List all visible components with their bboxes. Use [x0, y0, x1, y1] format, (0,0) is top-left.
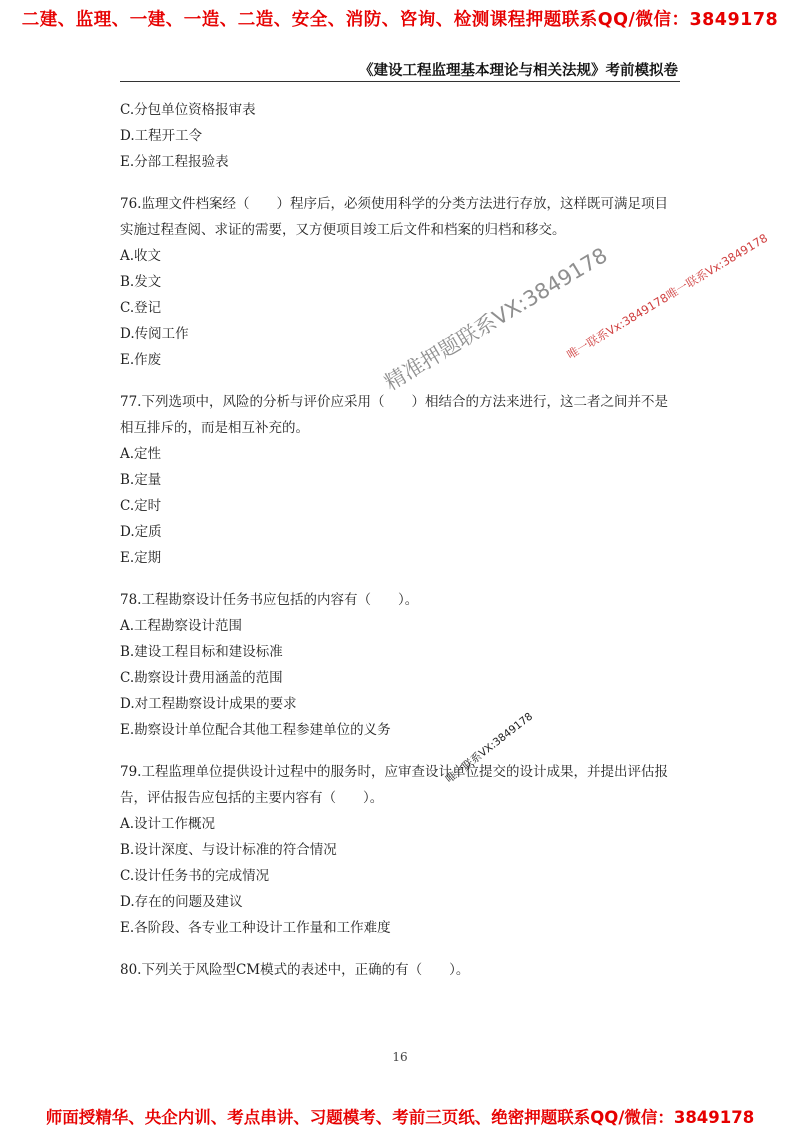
option-item: D.传阅工作 [120, 326, 189, 342]
option-item: C.登记 [120, 300, 162, 316]
option-item: D.对工程勘察设计成果的要求 [120, 696, 297, 712]
option-item: E.勘察设计单位配合其他工程参建单位的义务 [120, 722, 391, 738]
option-item: B.定量 [120, 472, 162, 488]
leading-options [120, 97, 680, 175]
question-text: 78.工程勘察设计任务书应包括的内容有（ ）。 [120, 592, 419, 608]
option-item: B.发文 [120, 274, 162, 290]
option-item: D.定质 [120, 524, 162, 540]
option-item: A.设计工作概况 [120, 816, 216, 832]
question-77 [120, 389, 680, 571]
option-item: C.设计任务书的完成情况 [120, 868, 270, 884]
option-item: E.分部工程报验表 [120, 154, 229, 170]
question-text: 79.工程监理单位提供设计过程中的服务时，应审查设计单位提交的设计成果，并提出评估报告，评估报告应包括的主要内容有（ ）。 [120, 764, 668, 806]
option-item: B.设计深度、与设计标准的符合情况 [120, 842, 337, 858]
bottom-banner: 师面授精华、央企内训、考点串讲、习题模考、考前三页纸、绝密押题联系QQ/微信：3849178 [45, 1108, 755, 1127]
question-text: 80.下列关于风险型CM模式的表述中，正确的有（ ）。 [120, 962, 470, 978]
option-item: C.定时 [120, 498, 162, 514]
option-item: C.勘察设计费用涵盖的范围 [120, 670, 283, 686]
option-item: E.各阶段、各专业工种设计工作量和工作难度 [120, 920, 391, 936]
question-78 [120, 587, 680, 743]
option-item: D.工程开工令 [120, 128, 203, 144]
header-divider [120, 81, 680, 82]
option-item: D.存在的问题及建议 [120, 894, 243, 910]
question-76 [120, 191, 680, 373]
option-item: B.建设工程目标和建设标准 [120, 644, 283, 660]
document-header-title: 《建设工程监理基本理论与相关法规》考前模拟卷 [359, 63, 678, 79]
watermark-small: 唯一联系VX:3849178 [443, 710, 536, 786]
watermark-side: 唯一联系Vx:3849178唯一联系Vx:3849178 [564, 230, 771, 363]
question-80 [120, 957, 680, 983]
option-item: C.分包单位资格报审表 [120, 102, 256, 118]
option-item: A.工程勘察设计范围 [120, 618, 243, 634]
option-item: A.收文 [120, 248, 162, 264]
question-text: 77.下列选项中，风险的分析与评价应采用（ ）相结合的方法来进行，这二者之间并不是相互排斥的，而是相互补充的。 [120, 394, 668, 436]
page-content [120, 97, 680, 983]
option-item: E.作废 [120, 352, 162, 368]
watermark-main: 精准押题联系VX:3849178 [380, 243, 612, 396]
page-number: 16 [392, 1050, 408, 1064]
question-text: 76.监理文件档案经（ ）程序后，必须使用科学的分类方法进行存放，这样既可满足项目实施过程查阅、求证的需要，又方便项目竣工后文件和档案的归档和移交。 [120, 196, 668, 238]
top-banner: 二建、监理、一建、一造、二造、安全、消防、咨询、检测课程押题联系QQ/微信：3849178 [21, 10, 779, 30]
question-79 [120, 759, 680, 941]
option-item: E.定期 [120, 550, 162, 566]
option-item: A.定性 [120, 446, 162, 462]
